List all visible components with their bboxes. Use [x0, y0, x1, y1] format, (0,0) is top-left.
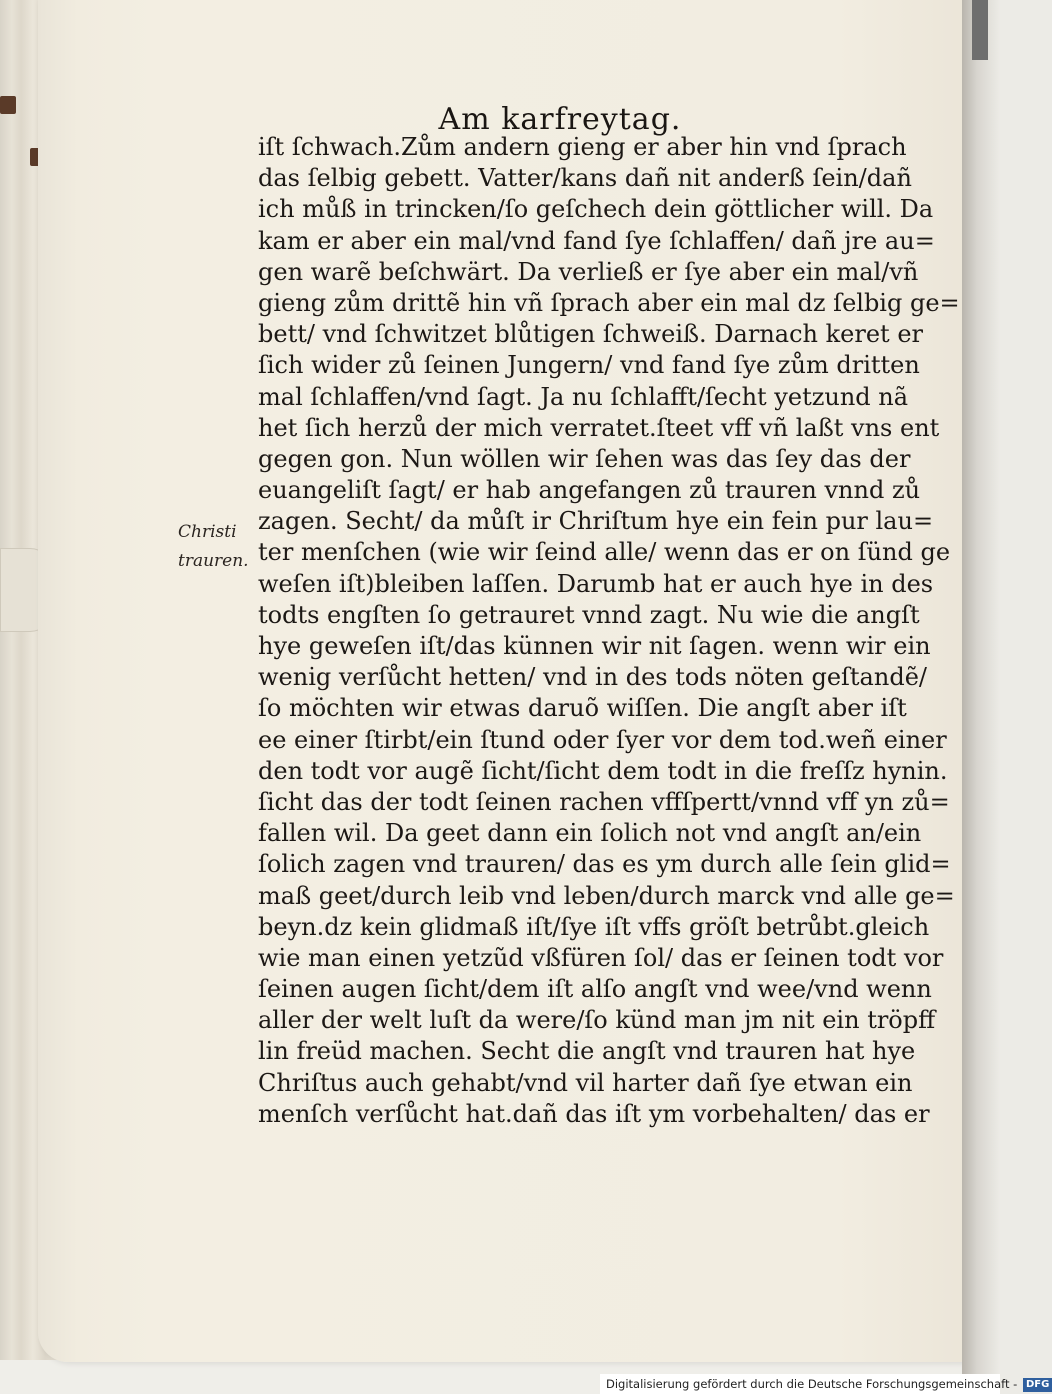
marginal-note	[178, 518, 258, 576]
text-line: gegen gon. Nun wöllen wir ſehen was das ſey das der	[258, 444, 911, 473]
text-line: den todt vor augẽ ſicht/ſicht dem todt in die freſſz hynin.	[258, 756, 948, 785]
text-line: het ſich herzů der mich verratet.ſteet vff vñ laßt vns ent	[258, 413, 940, 442]
text-line: das ſelbig gebett. Vatter/kans dañ nit anderß ſein/dañ	[258, 164, 912, 193]
text-line: maß geet/durch leib vnd leben/durch marck vnd alle ge=	[258, 881, 955, 910]
text-line: kam er aber ein mal/vnd fand ſye ſchlaffen/ dañ jre au=	[258, 226, 935, 255]
dfg-logo: DFG	[1023, 1378, 1052, 1392]
marginal-note-line: trauren.	[178, 551, 249, 571]
text-line: ter menſchen (wie wir ſeind alle/ wenn das er on ſünd ge	[258, 538, 951, 567]
text-line: ſeinen augen ſicht/dem iſt alſo angſt vnd wee/vnd wenn	[258, 975, 932, 1004]
text-line: mal ſchlaffen/vnd ſagt. Ja nu ſchlafft/ſecht yetzund nã	[258, 382, 909, 411]
text-line: ſo möchten wir etwas daruõ wiſſen. Die angſt aber iſt	[258, 694, 907, 723]
text-line: aller der welt luſt da were/ſo künd man jm nit ein tröpff	[258, 1006, 936, 1035]
text-line: Chriſtus auch gehabt/vnd vil harter dañ ſye etwan ein	[258, 1068, 913, 1097]
text-line: menſch verſůcht hat.dañ das iſt ym vorbehalten/ das er	[258, 1099, 930, 1128]
text-line: wenig verſůcht hetten/ vnd in des tods nöten geſtandẽ/	[258, 663, 927, 692]
text-line: ee einer ſtirbt/ein ſtund oder ſyer vor dem tod.weñ einer	[258, 725, 947, 754]
text-line: ich můß in trincken/ſo geſchech dein göttlicher will. Da	[258, 195, 934, 224]
text-line: wie man einen yetzũd vßfüren ſol/ das er ſeinen todt vor	[258, 943, 944, 972]
scan-edge-block	[972, 0, 988, 60]
footer-credit[interactable]	[600, 1374, 1050, 1394]
text-line: gen warẽ beſchwärt. Da verließ er ſye aber ein mal/vñ	[258, 257, 919, 286]
text-line: fallen wil. Da geet dann ein ſolich not vnd angſt an/ein	[258, 819, 922, 848]
text-line: euangeliſt ſagt/ er hab angefangen zů trauren vnnd zů	[258, 476, 921, 505]
page-gutter-shadow	[962, 0, 1000, 1394]
text-line: ſich wider zů ſeinen Jungern/ vnd fand ſye zům dritten	[258, 351, 920, 380]
text-line: zagen. Secht/ da můſt ir Chriſtum hye ein fein pur lau=	[258, 507, 934, 536]
footer-credit-text: Digitalisierung gefördert durch die Deutsche Forschungsgemeinschaft -	[606, 1377, 1018, 1391]
text-line: iſt ſchwach.Zům andern gieng er aber hin vnd ſprach	[258, 133, 907, 161]
body-text	[258, 132, 960, 1130]
text-line: weſen iſt)bleiben laſſen. Darumb hat er auch hye in des	[258, 569, 934, 598]
running-header: Am karfreytag.	[438, 102, 682, 137]
marginal-note-line: Christi	[178, 522, 237, 542]
text-line: bett/ vnd ſchwitzet blůtigen ſchweiß. Darnach keret er	[258, 320, 923, 349]
text-line: beyn.dz kein glidmaß iſt/ſye iſt vffs gröſt betrůbt.gleich	[258, 912, 930, 941]
text-line: hye geweſen iſt/das künnen wir nit ſagen. wenn wir ein	[258, 632, 931, 660]
text-line: todts engſten ſo getrauret vnnd zagt. Nu wie die angſt	[258, 600, 920, 629]
text-line: ſolich zagen vnd trauren/ das es ym durch alle ſein glid=	[258, 850, 951, 879]
text-line: gieng zům drittẽ hin vñ ſprach aber ein mal dz ſelbig ge=	[258, 288, 960, 317]
text-line: lin freüd machen. Secht die angſt vnd trauren hat hye	[258, 1037, 916, 1066]
text-line: ſicht das der todt ſeinen rachen vffſpertt/vnnd vff yn zů=	[258, 787, 950, 816]
